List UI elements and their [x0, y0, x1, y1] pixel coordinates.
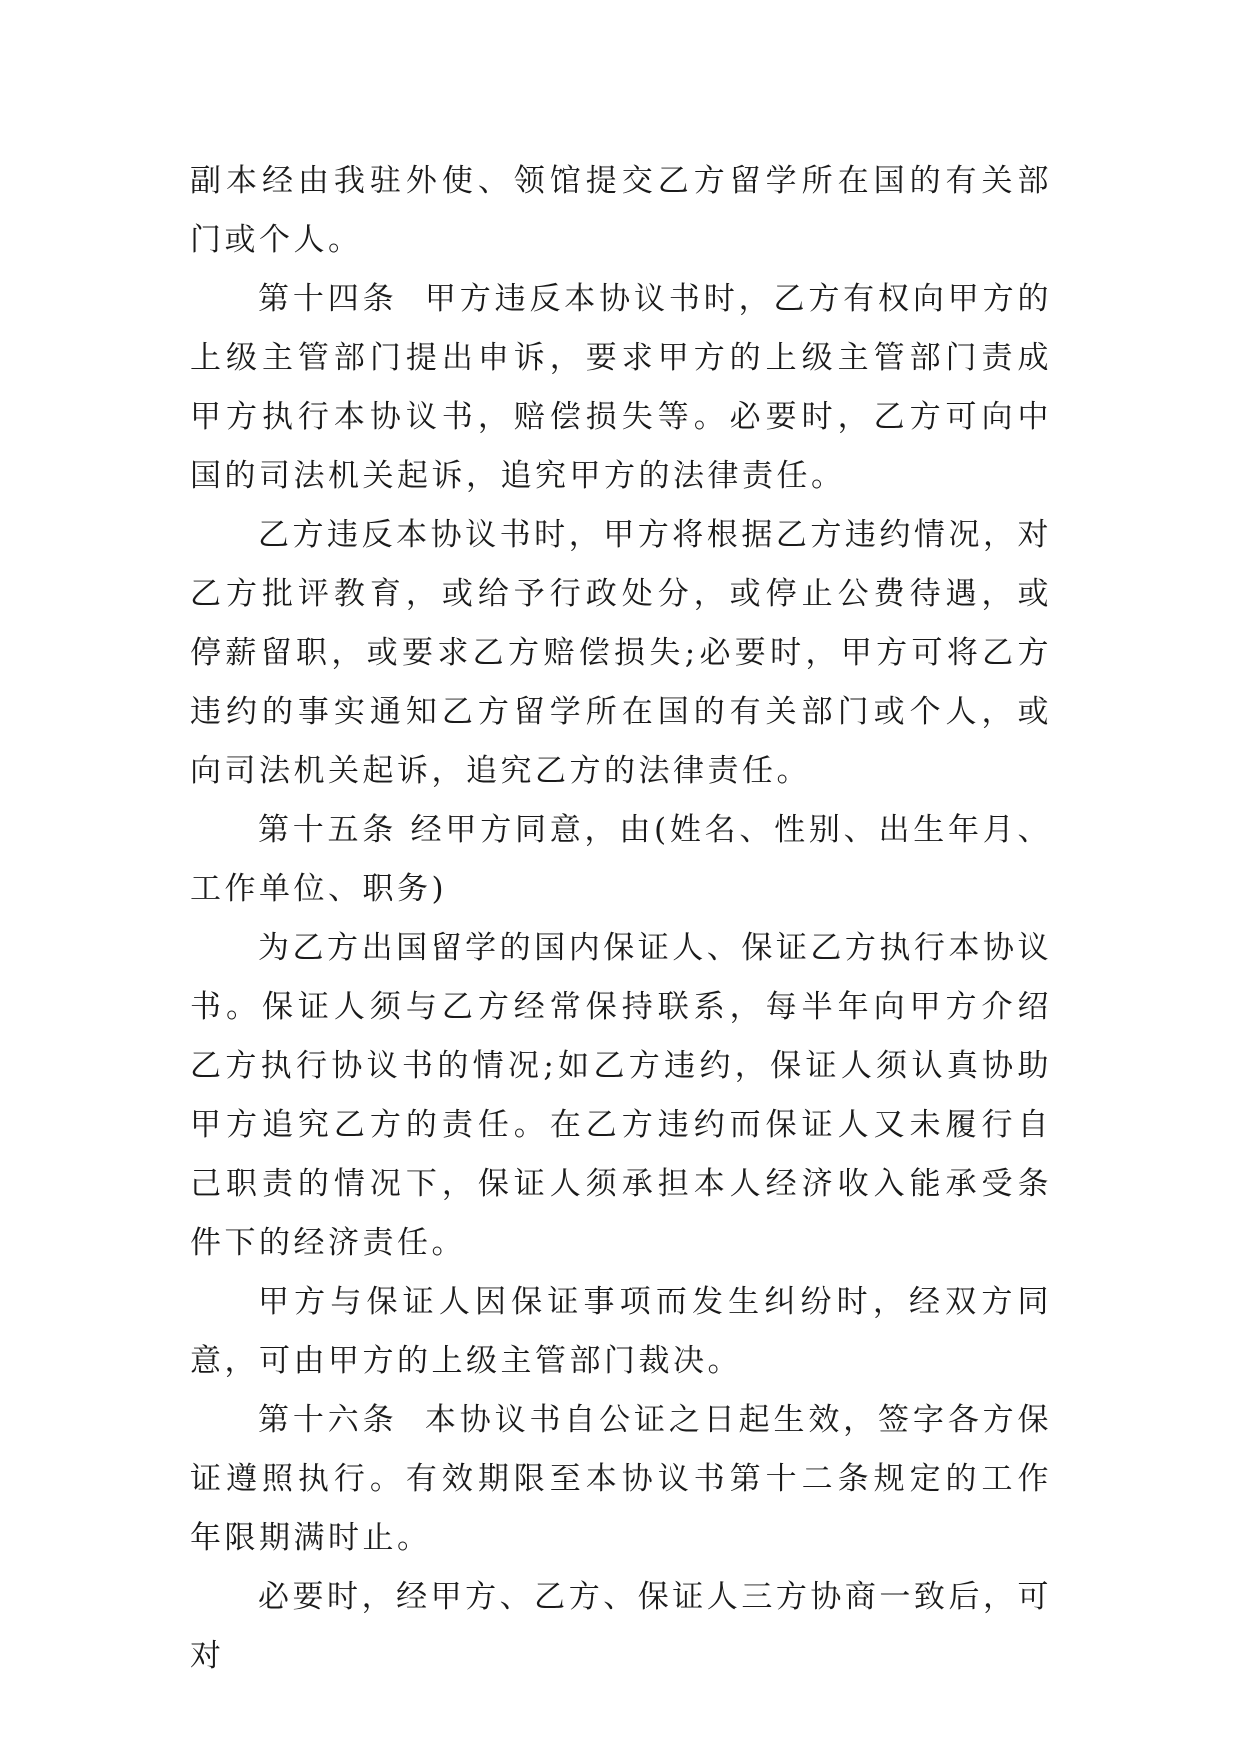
paragraph-article-14: 第十四条 甲方违反本协议书时，乙方有权向甲方的上级主管部门提出申诉，要求甲方的上级主管部门责成甲方执行本协议书，赔偿损失等。必要时，乙方可向中国的司法机关起诉，追究甲方的法律责任。	[190, 281, 1052, 494]
paragraph-article-16: 第十六条 本协议书自公证之日起生效，签字各方保证遵照执行。有效期限至本协议书第十二条规定的工作年限期满时止。	[190, 1402, 1052, 1556]
paragraph: 甲方与保证人因保证事项而发生纠纷时，经双方同意，可由甲方的上级主管部门裁决。	[190, 1284, 1052, 1379]
document-body	[190, 152, 1052, 1686]
paragraph: 副本经由我驻外使、领馆提交乙方留学所在国的有关部门或个人。	[190, 163, 1052, 258]
paragraph: 为乙方出国留学的国内保证人、保证乙方执行本协议书。保证人须与乙方经常保持联系，每半年向甲方介绍乙方执行协议书的情况;如乙方违约，保证人须认真协助甲方追究乙方的责任。在乙方违约而保证人又未履行自己职责的情况下，保证人须承担本人经济收入能承受条件下的经济责任。	[190, 930, 1052, 1261]
paragraph-article-15: 第十五条 经甲方同意，由(姓名、性别、出生年月、工作单位、职务)	[190, 812, 1052, 907]
paragraph: 必要时，经甲方、乙方、保证人三方协商一致后，可对	[190, 1579, 1052, 1674]
paragraph: 乙方违反本协议书时，甲方将根据乙方违约情况，对乙方批评教育，或给予行政处分，或停止公费待遇，或停薪留职，或要求乙方赔偿损失;必要时，甲方可将乙方违约的事实通知乙方留学所在国的有关部门或个人，或向司法机关起诉，追究乙方的法律责任。	[190, 517, 1052, 789]
